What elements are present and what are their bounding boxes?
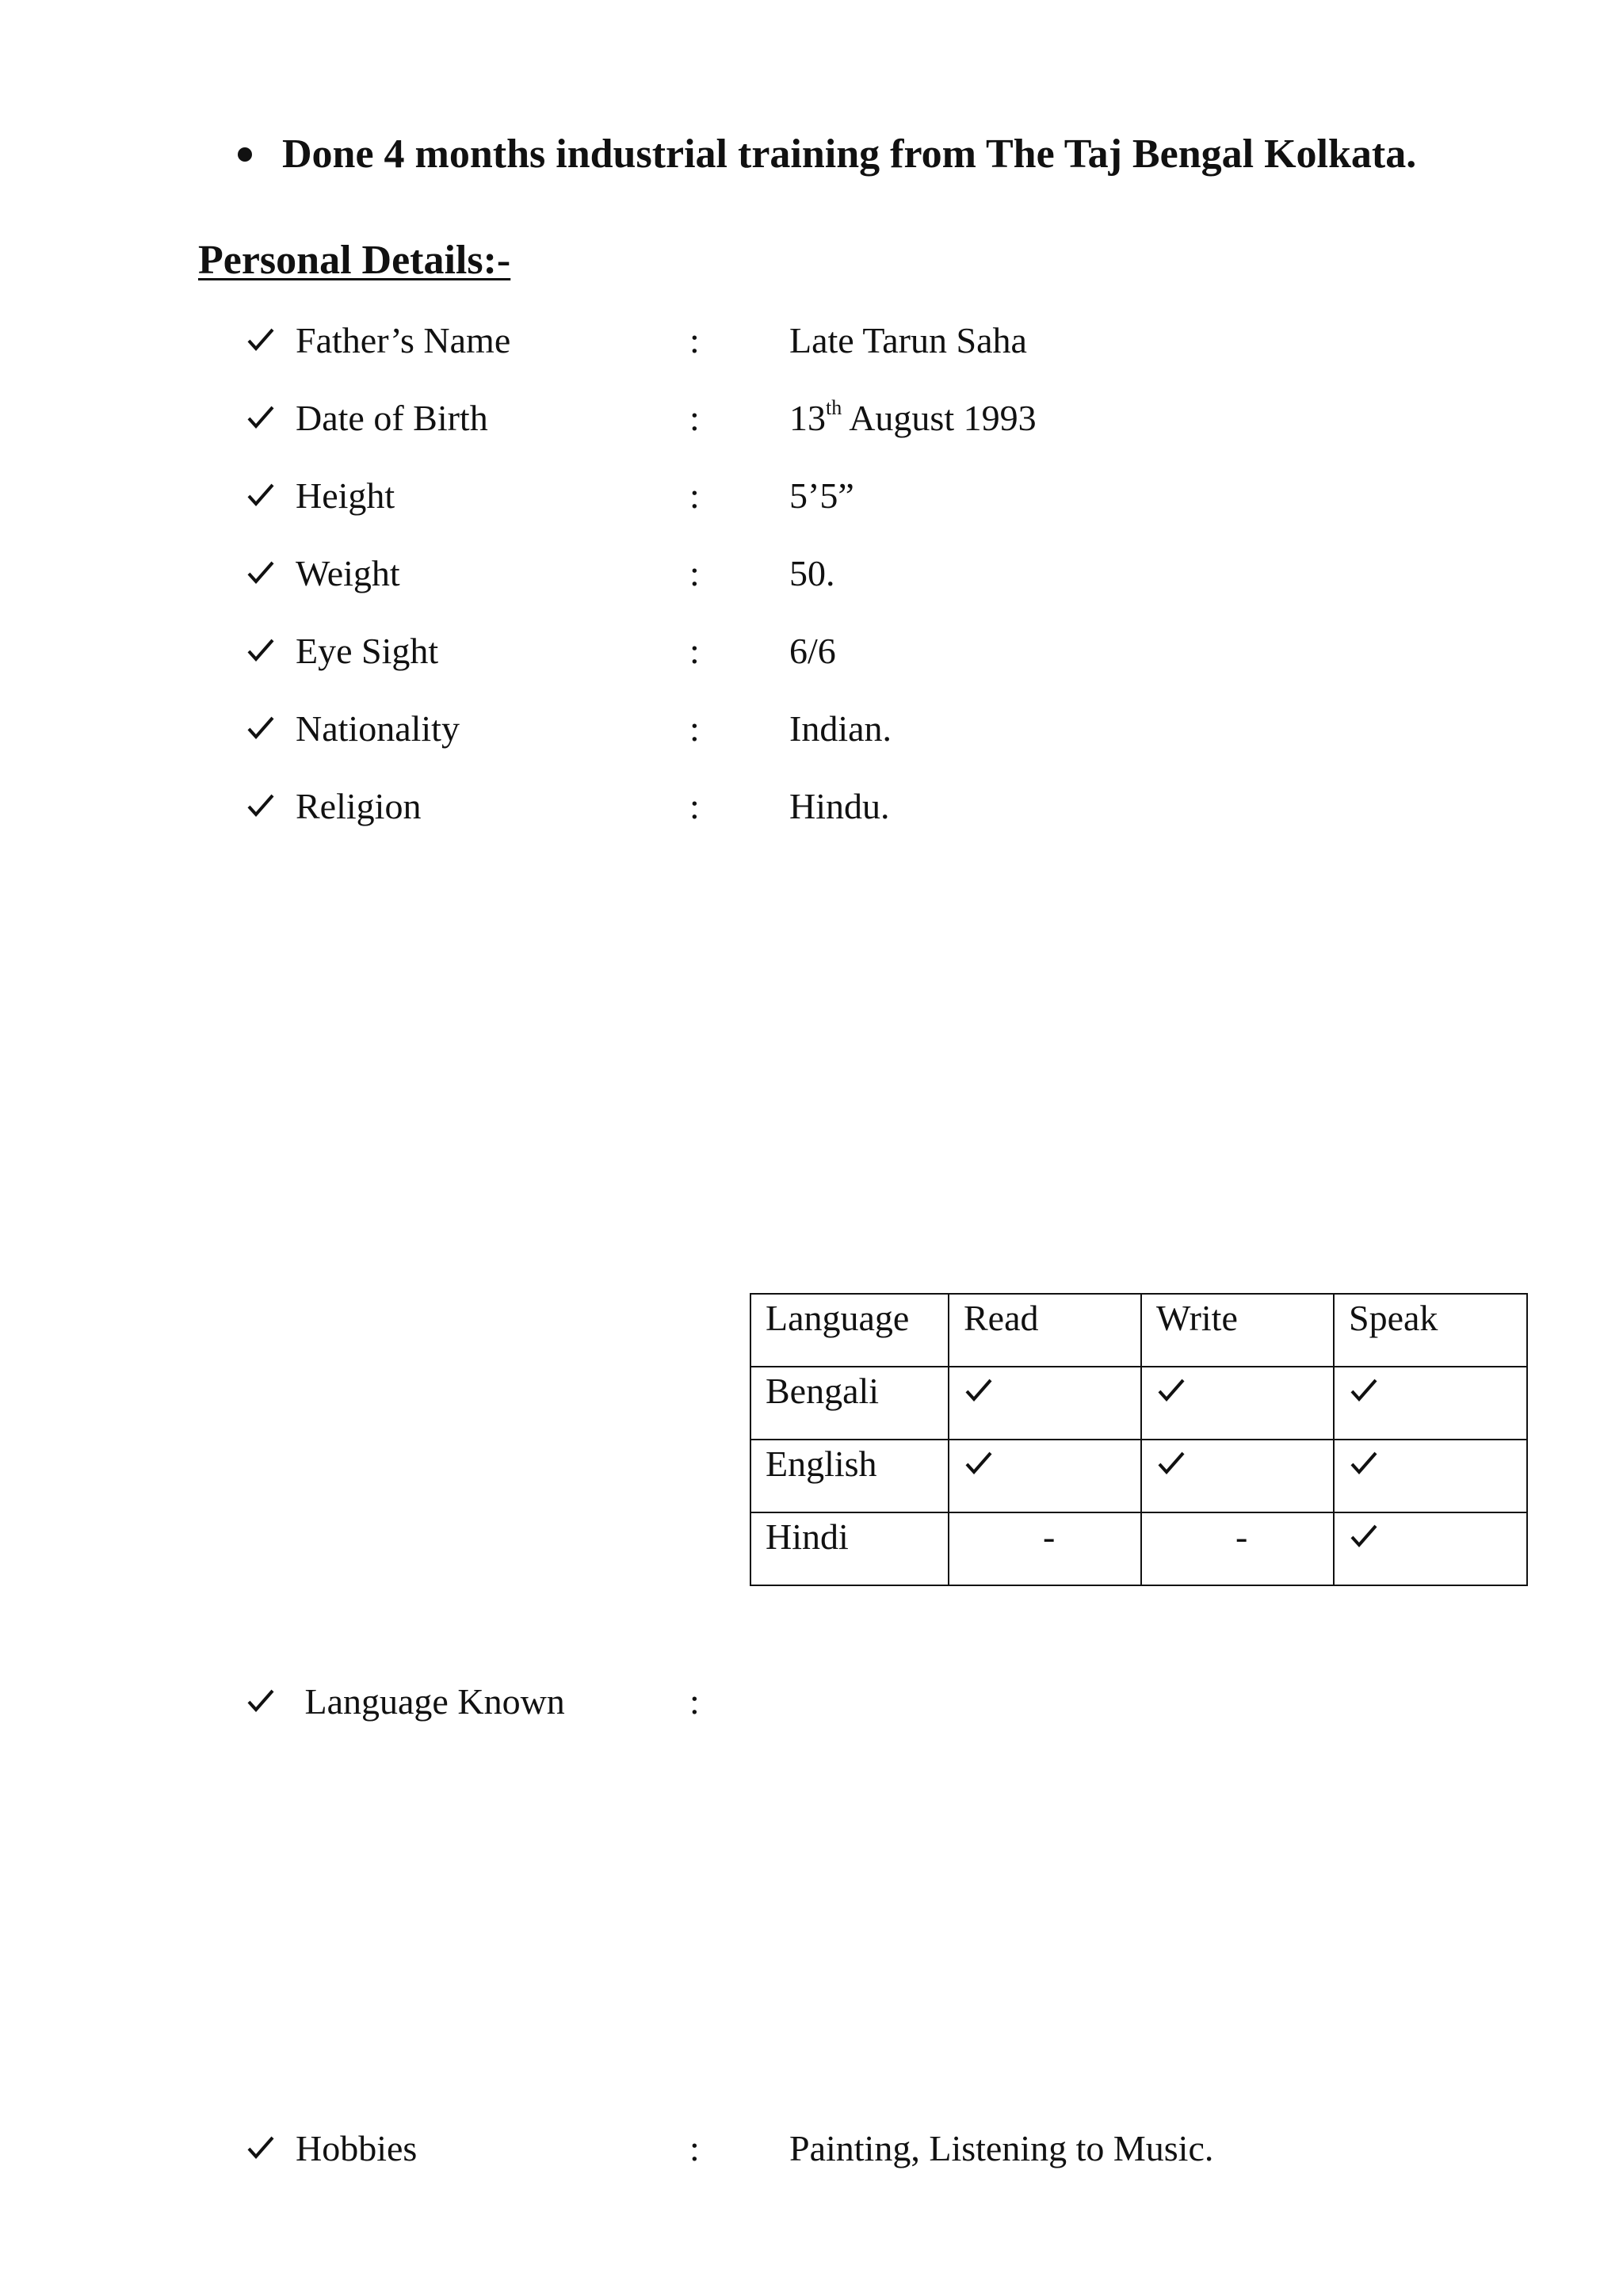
languages-table	[750, 1293, 1528, 1586]
detail-label-nationality: Nationality	[296, 708, 460, 749]
check-icon	[1156, 1448, 1186, 1478]
check-icon	[246, 2125, 276, 2163]
table-cell-write	[1141, 1512, 1334, 1585]
detail-value-fathers-name: Late Tarun Saha	[789, 320, 1027, 360]
detail-label-fathers-name: Father’s Name	[296, 320, 511, 360]
table-header-cell: Write	[1141, 1294, 1334, 1367]
detail-label-eye-sight: Eye Sight	[296, 631, 439, 671]
detail-value-hobbies: Painting, Listening to Music.	[789, 2128, 1214, 2168]
check-icon	[246, 627, 276, 666]
detail-label-religion: Religion	[296, 786, 422, 826]
check-icon	[964, 1375, 994, 1405]
check-icon	[964, 1448, 994, 1478]
detail-label-date-of-birth: Date of Birth	[296, 398, 488, 438]
detail-colon: :	[689, 320, 700, 360]
detail-value-religion: Hindu.	[789, 786, 890, 826]
table-cell-speak	[1334, 1512, 1527, 1585]
table-cell-language: English	[750, 1440, 949, 1512]
detail-value-height: 5’5”	[789, 475, 854, 516]
detail-colon: :	[689, 2128, 700, 2168]
check-icon	[246, 395, 276, 433]
detail-colon: :	[689, 553, 700, 593]
detail-colon: :	[689, 631, 700, 671]
dob-ordinal-suffix: th	[826, 395, 842, 419]
dash-mark: -	[1235, 1516, 1248, 1557]
personal-details-heading: Personal Details:-	[198, 238, 511, 283]
check-icon	[1349, 1448, 1379, 1478]
detail-value-nationality: Indian.	[789, 708, 892, 749]
detail-colon: :	[689, 398, 700, 438]
check-icon	[1156, 1375, 1186, 1405]
check-icon	[246, 317, 276, 355]
table-header-cell: Read	[949, 1294, 1141, 1367]
detail-value-eye-sight: 6/6	[789, 631, 836, 671]
detail-colon: :	[689, 708, 700, 749]
check-icon	[1349, 1375, 1379, 1405]
table-cell-read	[949, 1440, 1141, 1512]
table-cell-read	[949, 1512, 1141, 1585]
detail-label-hobbies: Hobbies	[296, 2128, 418, 2168]
check-icon	[246, 783, 276, 821]
check-icon	[246, 705, 276, 743]
dash-mark: -	[1043, 1516, 1056, 1557]
detail-value-weight: 50.	[789, 553, 835, 593]
bullet-icon	[238, 147, 252, 162]
dob-day: 13	[789, 398, 826, 438]
table-cell-language: Hindi	[750, 1512, 949, 1585]
table-cell-write	[1141, 1367, 1334, 1440]
table-header-row	[750, 1294, 1527, 1367]
training-bullet-item	[238, 125, 1416, 184]
detail-label-language-known: Language Known	[296, 1681, 565, 1722]
table-cell-language: Bengali	[750, 1367, 949, 1440]
table-row	[750, 1367, 1527, 1440]
table-row	[750, 1440, 1527, 1512]
table-cell-speak	[1334, 1440, 1527, 1512]
table-header-cell: Speak	[1334, 1294, 1527, 1367]
table-cell-speak	[1334, 1367, 1527, 1440]
training-bullet-text: Done 4 months industrial training from The Taj Bengal Kolkata.	[282, 132, 1417, 177]
detail-colon: :	[689, 475, 700, 516]
detail-label-weight: Weight	[296, 553, 400, 593]
check-icon	[246, 550, 276, 588]
table-header-cell: Language	[750, 1294, 949, 1367]
table-cell-read	[949, 1367, 1141, 1440]
check-icon	[1349, 1521, 1379, 1551]
table-cell-write	[1141, 1440, 1334, 1512]
detail-value-date-of-birth	[789, 395, 1037, 442]
check-icon	[246, 1678, 276, 1716]
detail-label-height: Height	[296, 475, 395, 516]
detail-colon: :	[689, 786, 700, 826]
detail-colon: :	[689, 1681, 700, 1722]
table-row	[750, 1512, 1527, 1585]
dob-month-year: August 1993	[842, 398, 1037, 438]
check-icon	[246, 472, 276, 510]
